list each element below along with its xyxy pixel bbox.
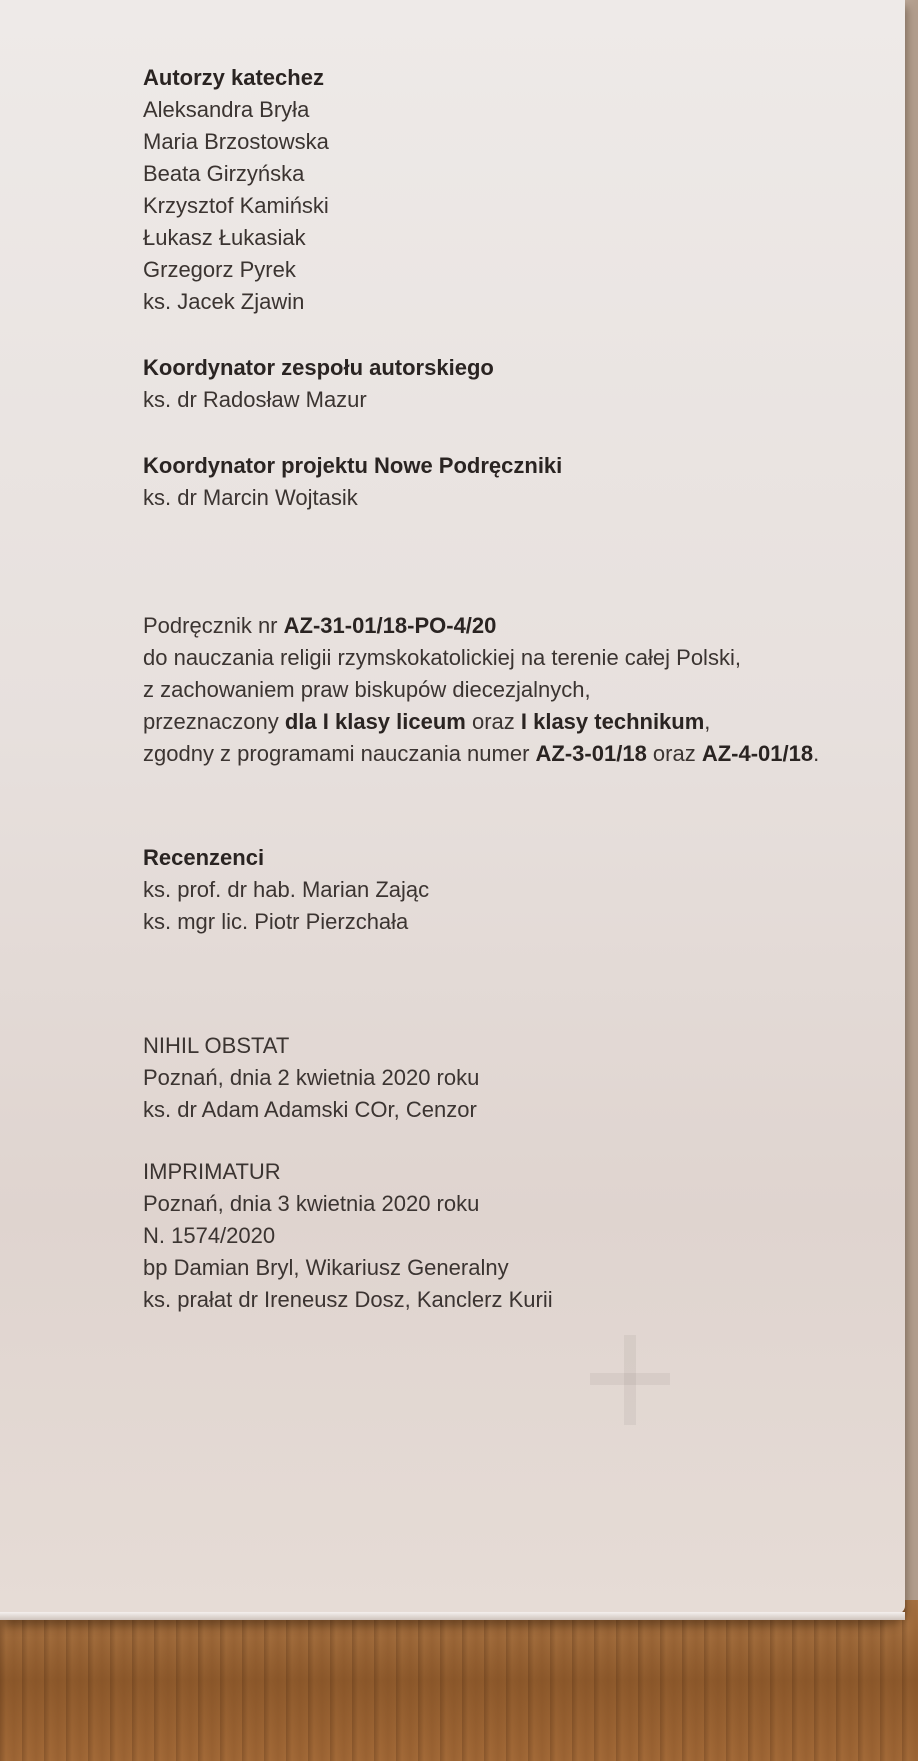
approval-line-5	[143, 738, 883, 770]
team-coordinator-heading: Koordynator zespołu autorskiego	[143, 355, 494, 380]
nihil-obstat-date: Poznań, dnia 2 kwietnia 2020 roku	[143, 1065, 480, 1090]
author-name: ks. Jacek Zjawin	[143, 289, 305, 314]
project-coordinator-name: ks. dr Marcin Wojtasik	[143, 485, 358, 510]
imprimatur-section	[143, 1156, 883, 1316]
imprimatur-signer-1: bp Damian Bryl, Wikariusz Generalny	[143, 1255, 509, 1280]
authors-section	[143, 62, 883, 318]
nihil-obstat-section	[143, 1030, 883, 1126]
textbook-number: AZ-31-01/18-PO-4/20	[283, 613, 497, 638]
author-name: Łukasz Łukasiak	[143, 225, 306, 250]
target-class-2: I klasy technikum	[520, 709, 705, 734]
imprimatur-number: N. 1574/2020	[143, 1223, 276, 1248]
approval-text: Podręcznik nr	[143, 613, 284, 638]
approval-text: oraz	[465, 709, 521, 734]
imprimatur-signer-2: ks. prałat dr Ireneusz Dosz, Kanclerz Kurii	[143, 1287, 553, 1312]
imprimatur-title: IMPRIMATUR	[143, 1159, 281, 1184]
team-coordinator-section	[143, 352, 883, 416]
approval-text: .	[813, 741, 820, 766]
reviewer-name: ks. mgr lic. Piotr Pierzchała	[143, 909, 409, 934]
program-number-2: AZ-4-01/18	[701, 741, 814, 766]
author-name: Aleksandra Bryła	[143, 97, 310, 122]
imprimatur-date: Poznań, dnia 3 kwietnia 2020 roku	[143, 1191, 480, 1216]
reviewer-name: ks. prof. dr hab. Marian Zając	[143, 877, 430, 902]
approval-text: zgodny z programami nauczania numer	[143, 741, 536, 766]
author-name: Beata Girzyńska	[143, 161, 305, 186]
author-name: Grzegorz Pyrek	[143, 257, 296, 282]
reviewers-heading: Recenzenci	[143, 845, 265, 870]
wooden-table-surface	[0, 1600, 918, 1761]
page-bottom-edge	[0, 1612, 905, 1620]
show-through-cross-logo	[590, 1335, 670, 1425]
approval-line-4	[143, 706, 883, 738]
reviewers-section	[143, 842, 883, 938]
approval-line-3: z zachowaniem praw biskupów diecezjalnych,	[143, 677, 591, 702]
target-class-1: dla I klasy liceum	[284, 709, 466, 734]
authors-heading: Autorzy katechez	[143, 65, 324, 90]
approval-line-2: do nauczania religii rzymskokatolickiej na terenie całej Polski,	[143, 645, 741, 670]
nihil-obstat-title: NIHIL OBSTAT	[143, 1033, 290, 1058]
project-coordinator-section	[143, 450, 883, 514]
author-name: Krzysztof Kamiński	[143, 193, 329, 218]
author-name: Maria Brzostowska	[143, 129, 329, 154]
program-number-1: AZ-3-01/18	[535, 741, 647, 766]
approval-text: przeznaczony	[143, 709, 285, 734]
approval-text: ,	[704, 709, 711, 734]
project-coordinator-heading: Koordynator projektu Nowe Podręczniki	[143, 453, 563, 478]
approval-line-1	[143, 610, 883, 642]
imprint-text	[143, 62, 883, 1316]
approval-section	[143, 610, 883, 770]
approval-text: oraz	[646, 741, 702, 766]
nihil-obstat-signer: ks. dr Adam Adamski COr, Cenzor	[143, 1097, 477, 1122]
team-coordinator-name: ks. dr Radosław Mazur	[143, 387, 367, 412]
